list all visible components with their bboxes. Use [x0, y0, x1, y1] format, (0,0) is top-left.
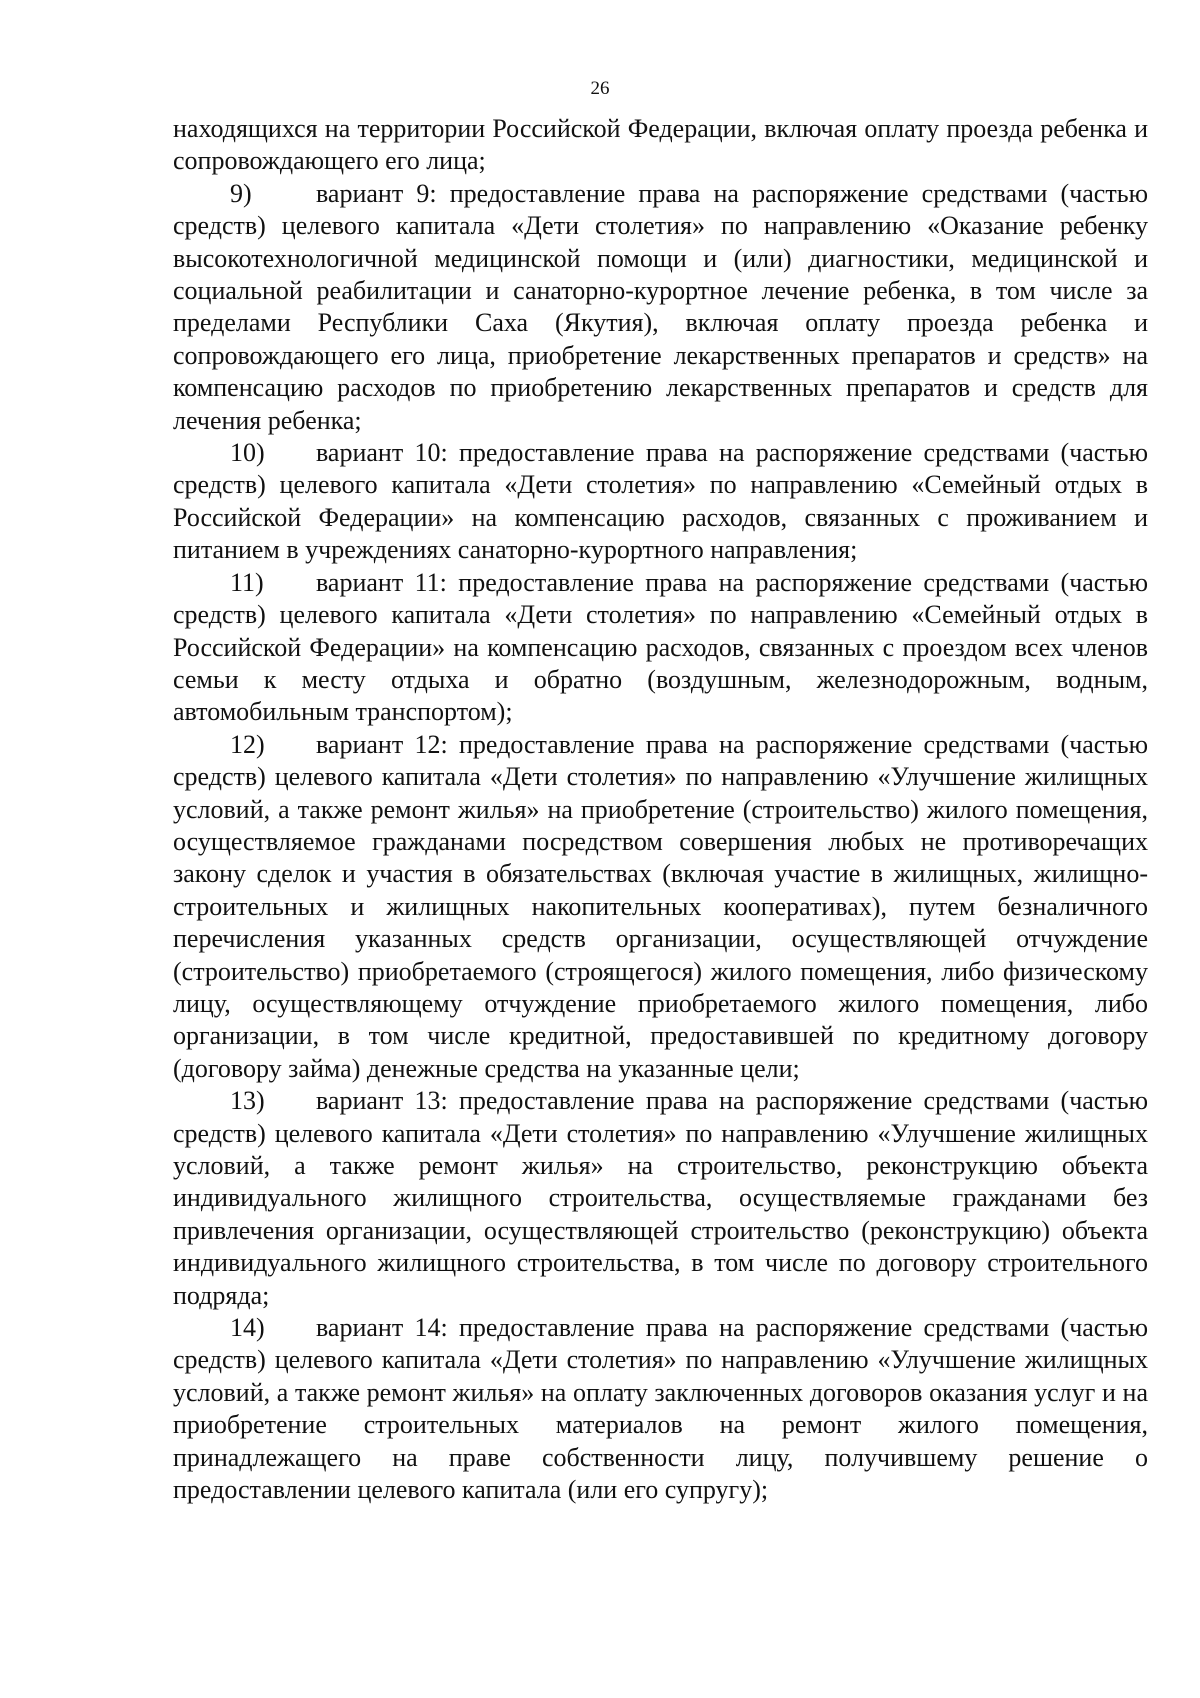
list-item-10: [173, 437, 1148, 567]
continuation-paragraph: [173, 113, 1148, 178]
list-item-12: [173, 729, 1148, 1085]
list-item-text: вариант 9: предоставление права на распоряжение средствами (частью средств) целевого капитала «Дети столетия» по направлению «Оказание ребенку высокотехнологичной медицинской помощи и (или) диагностики, медицинской и социальной реабилитации и санаторно-курортное лечение ребенка, в том числе за пределами Республики Саха (Якутия), включая оплату проезда ребенка и сопровождающего его лица, приобретение лекарственных препаратов и средств» на компенсацию расходов по приобретению лекарственных препаратов и средств для лечения ребенка;: [173, 178, 1148, 435]
list-item-13: [173, 1085, 1148, 1312]
list-item-text: вариант 13: предоставление права на распоряжение средствами (частью средств) целевого капитала «Дети столетия» по направлению «Улучшение жилищных условий, а также ремонт жилья» на строительство, реконструкцию объекта индивидуального жилищного строительства, осуществляемые гражданами без привлечения организации, осуществляющей строительство (реконструкцию) объекта индивидуального жилищного строительства, в том числе по договору строительного подряда;: [173, 1086, 1148, 1310]
paragraph-text: находящихся на территории Российской Федерации, включая оплату проезда ребенка и сопровождающего его лица;: [173, 114, 1148, 176]
list-item-number: 13): [230, 1086, 265, 1116]
list-item-number: 10): [230, 438, 265, 468]
document-body: [173, 113, 1148, 1506]
list-item-number: 9): [230, 178, 252, 208]
list-item-9: [173, 178, 1148, 437]
list-item-text: вариант 14: предоставление права на распоряжение средствами (частью средств) целевого капитала «Дети столетия» по направлению «Улучшение жилищных условий, а также ремонт жилья» на оплату заключенных договоров оказания услуг и на приобретение строительных материалов на ремонт жилого помещения, принадлежащего на праве собственности лицу, получившему решение о предоставлении целевого капитала (или его супругу);: [173, 1313, 1148, 1505]
list-item-text: вариант 12: предоставление права на распоряжение средствами (частью средств) целевого капитала «Дети столетия» по направлению «Улучшение жилищных условий, а также ремонт жилья» на приобретение (строительство) жилого помещения, осуществляемое гражданами посредством совершения любых не противоречащих закону сделок и участия в обязательствах (включая участие в жилищных, жилищно-строительных и жилищных накопительных кооперативах), путем безналичного перечисления указанных средств организации, осуществляющей отчуждение (строительство) приобретаемого (строящегося) жилого помещения, либо физическому лицу, осуществляющему отчуждение приобретаемого жилого помещения, либо организации, в том числе кредитной, предоставившей по кредитному договору (договору займа) денежные средства на указанные цели;: [173, 729, 1148, 1083]
page-number: 26: [590, 78, 610, 99]
list-item-text: вариант 10: предоставление права на распоряжение средствами (частью средств) целевого капитала «Дети столетия» по направлению «Семейный отдых в Российской Федерации» на компенсацию расходов, связанных с проживанием и питанием в учреждениях санаторно-курортного направления;: [173, 438, 1148, 565]
list-item-text: вариант 11: предоставление права на распоряжение средствами (частью средств) целевого капитала «Дети столетия» по направлению «Семейный отдых в Российской Федерации» на компенсацию расходов, связанных с проездом всех членов семьи к месту отдыха и обратно (воздушным, железнодорожным, водным, автомобильным транспортом);: [173, 567, 1148, 727]
list-item-11: [173, 567, 1148, 729]
list-item-number: 14): [230, 1313, 265, 1343]
list-item-number: 12): [230, 729, 265, 759]
list-item-number: 11): [230, 567, 264, 597]
list-item-14: [173, 1312, 1148, 1506]
